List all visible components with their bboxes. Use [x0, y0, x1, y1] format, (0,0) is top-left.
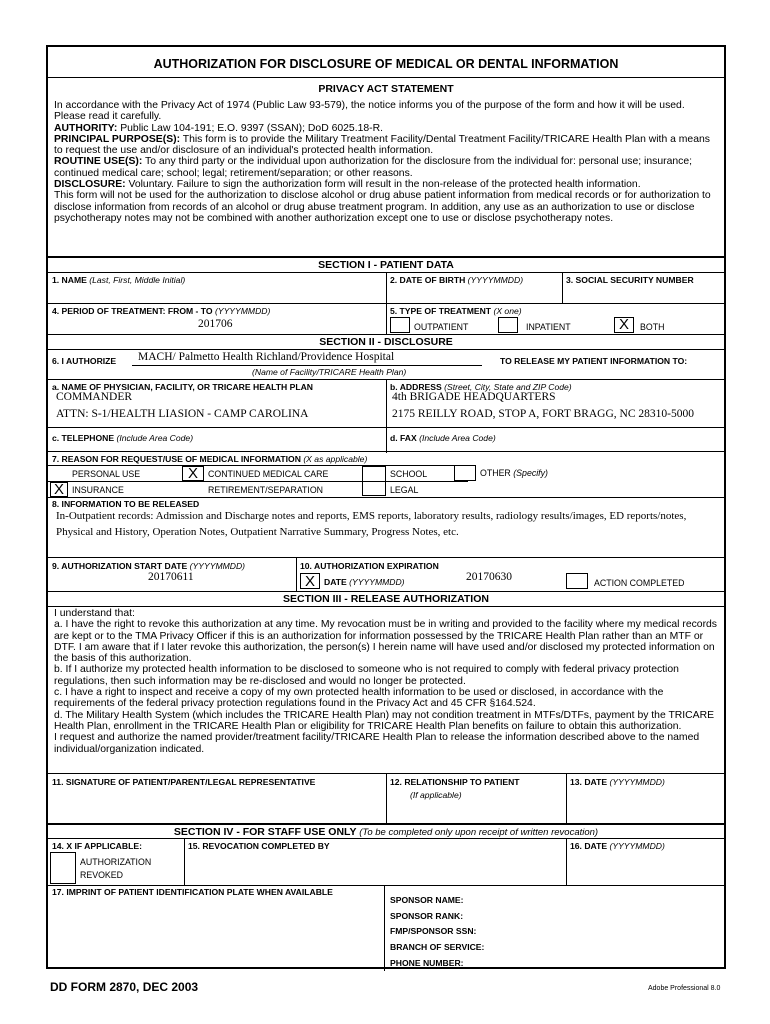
section4-heading: SECTION IV - FOR STAFF USE ONLY (To be completed only upon receipt of written revocation) — [173, 826, 599, 838]
relationship-label: 12. RELATIONSHIP TO PATIENT — [390, 777, 520, 787]
section3-heading: SECTION III - RELEASE AUTHORIZATION — [283, 593, 489, 605]
phone-number-label: PHONE NUMBER: — [390, 958, 464, 968]
privacy-act-heading: PRIVACY ACT STATEMENT — [318, 83, 454, 95]
item-a: a. I have the right to revoke this authorization at any time. My revocation must be in writing and provided to the facility where my medical records are kept or to the TMA Privacy Officer if this is an authorization for information possessed by the TRICARE Health Plan rather than an MTF or DTF. I am aware that if I later revoke this authorization, the person(s) I herein name will have used and/or disclosed my protected information on the basis of this authorization. — [54, 619, 718, 665]
software-version: Adobe Professional 8.0 — [648, 985, 721, 992]
branch-label: BRANCH OF SERVICE: — [390, 942, 485, 952]
address-label: b. ADDRESS (Street, City, State and ZIP Code) — [390, 382, 572, 392]
start-date-label: 9. AUTHORIZATION START DATE (YYYYMMDD) — [52, 561, 246, 571]
authorize-value[interactable]: MACH/ Palmetto Health Richland/Providence Hospital — [138, 351, 395, 363]
sponsor-rank-label: SPONSOR RANK: — [390, 911, 464, 921]
reason-insurance-mark: X — [53, 481, 64, 498]
revocation-completed-label: 15. REVOCATION COMPLETED BY — [188, 841, 330, 851]
revoked-line2: REVOKED — [80, 870, 124, 880]
disclosure-label: DISCLOSURE: — [54, 179, 126, 191]
relationship-hint: (If applicable) — [410, 790, 462, 800]
info-released-label: 8. INFORMATION TO BE RELEASED — [52, 499, 200, 509]
authorize-label: 6. I AUTHORIZE — [52, 356, 117, 366]
reason-other-label: OTHER (Specify) — [480, 468, 548, 478]
authority-text: Public Law 104-191; E.O. 9397 (SSAN); DoD 6025.18-R. — [120, 122, 383, 134]
section1-heading: SECTION I - PATIENT DATA — [318, 259, 454, 271]
ssn-label: 3. SOCIAL SECURITY NUMBER — [566, 275, 694, 285]
signature-label: 11. SIGNATURE OF PATIENT/PARENT/LEGAL REPRESENTATIVE — [52, 777, 316, 787]
divider — [48, 77, 724, 78]
privacy-act-statement — [54, 100, 718, 224]
sponsor-name-label: SPONSOR NAME: — [390, 895, 464, 905]
reason-other-checkbox[interactable] — [454, 465, 476, 481]
section2-heading: SECTION II - DISCLOSURE — [319, 336, 453, 348]
expiration-date-value[interactable]: 20170630 — [466, 571, 512, 583]
request-text: I request and authorize the named provider/treatment facility/TRICARE Health Plan to release the information described above to the named individual/organization indicated. — [54, 732, 700, 755]
start-date-value[interactable]: 20170611 — [148, 571, 194, 583]
dob-label: 2. DATE OF BIRTH (YYYYMMDD) — [390, 275, 524, 285]
period-label: 4. PERIOD OF TREATMENT: FROM - TO (YYYYMMDD) — [52, 306, 271, 316]
fax-label: d. FAX (Include Area Code) — [390, 433, 496, 443]
both-check-mark: X — [618, 316, 629, 333]
x-if-applicable-label: 14. X IF APPLICABLE: — [52, 841, 142, 851]
release-to-label: TO RELEASE MY PATIENT INFORMATION TO: — [500, 356, 688, 366]
date-16-label: 16. DATE (YYYYMMDD) — [570, 841, 665, 851]
privacy-notice: This form will not be used for the authorization to disclose alcohol or drug abuse patient information from medical records or for authorization to disclose information from records of an alcohol or drug abuse treatment program. In addition, any use as an authorization to use or disclose psychotherapy notes may not be combined with another authorization except one to use or disclose psychotherapy notes. — [54, 190, 711, 224]
expiration-label: 10. AUTHORIZATION EXPIRATION — [300, 561, 439, 571]
reason-retirement-label: RETIREMENT/SEPARATION — [208, 485, 324, 495]
item-c: c. I have a right to inspect and receive a copy of my own protected health information to be used or disclosed, in accordance with the requirements of the federal privacy protection regulations found in the Privacy Act and 45 CFR §164.524. — [54, 687, 664, 710]
expiration-date-label: DATE (YYYYMMDD) — [324, 577, 405, 587]
purpose-label: PRINCIPAL PURPOSE(S): — [54, 133, 181, 145]
authority-label: AUTHORITY: — [54, 122, 118, 134]
telephone-label: c. TELEPHONE (Include Area Code) — [52, 433, 194, 443]
action-completed-checkbox[interactable] — [566, 573, 588, 589]
address-line2[interactable]: 2175 REILLY ROAD, STOP A, FORT BRAGG, NC 28310-5000 — [392, 408, 694, 420]
authorization-form — [46, 45, 726, 969]
understand-text: I understand that: — [54, 608, 135, 619]
info-released-line2[interactable]: Physical and History, Operation Notes, Outpatient Narrative Summary, Progress Notes, etc. — [56, 526, 459, 538]
privacy-intro: In accordance with the Privacy Act of 1974 (Public Law 93-579), the notice informs you of the purpose of the form and how it will be used. Please read it carefully. — [54, 100, 685, 123]
treatment-type-label: 5. TYPE OF TREATMENT (X one) — [390, 306, 522, 316]
both-label: BOTH — [640, 322, 665, 332]
outpatient-checkbox[interactable] — [390, 317, 410, 333]
release-authorization-text — [54, 608, 718, 755]
routine-label: ROUTINE USE(S): — [54, 156, 143, 168]
reason-continued-label: CONTINUED MEDICAL CARE — [208, 469, 329, 479]
item-b: b. If I authorize my protected health information to be disclosed to someone who is not required to comply with federal privacy protection regulations, then such information may be re-disclosed and would no longer be protected. — [54, 664, 679, 687]
form-number: DD FORM 2870, DEC 2003 — [50, 980, 199, 994]
purpose-text: This form is to provide the Military Treatment Facility/Dental Treatment Facility/TRICARE Health Plan with a means to request the use and/or disclosure of an individual's protected health information. — [54, 133, 710, 157]
date-13-label: 13. DATE (YYYYMMDD) — [570, 777, 665, 787]
address-line1[interactable]: 4th BRIGADE HEADQUARTERS — [392, 391, 556, 403]
inpatient-label: INPATIENT — [526, 322, 571, 332]
action-completed-label: ACTION COMPLETED — [594, 578, 685, 588]
expiration-date-mark: X — [304, 573, 315, 590]
reason-legal-label: LEGAL — [390, 485, 419, 495]
info-released-line1[interactable]: In-Outpatient records: Admission and Discharge notes and reports, EMS reports, laboratory results, radiology results/images, ED reports/notes, — [56, 510, 687, 522]
reason-insurance-label: INSURANCE — [72, 485, 124, 495]
imprint-label: 17. IMPRINT OF PATIENT IDENTIFICATION PLATE WHEN AVAILABLE — [52, 887, 333, 897]
reason-school-label: SCHOOL — [390, 469, 428, 479]
routine-text: To any third party or the individual upon authorization for the disclosure from the individual for: personal use; insurance; continued medical care; school; legal; retirement/separation; or other reasons. — [54, 156, 692, 179]
recipient-name-line1[interactable]: COMMANDER — [56, 391, 133, 403]
fmp-ssn-label: FMP/SPONSOR SSN: — [390, 926, 477, 936]
reason-continued-mark: X — [187, 465, 198, 482]
revoked-line1: AUTHORIZATION — [80, 857, 152, 867]
form-title: AUTHORIZATION FOR DISCLOSURE OF MEDICAL OR DENTAL INFORMATION — [153, 57, 619, 71]
name-label: 1. NAME (Last, First, Middle Initial) — [52, 275, 186, 285]
reason-label: 7. REASON FOR REQUEST/USE OF MEDICAL INFORMATION (X as applicable) — [52, 454, 368, 464]
recipient-name-line2[interactable]: ATTN: S-1/HEALTH LIASION - CAMP CAROLINA — [56, 408, 309, 420]
inpatient-checkbox[interactable] — [498, 317, 518, 333]
disclosure-text: Voluntary. Failure to sign the authorization form will result in the non-release of the protected health information. — [128, 179, 641, 191]
recipient-name-label: a. NAME OF PHYSICIAN, FACILITY, OR TRICARE HEALTH PLAN — [52, 382, 314, 392]
reason-personal-label: PERSONAL USE — [72, 469, 141, 479]
facility-hint: (Name of Facility/TRICARE Health Plan) — [252, 367, 407, 377]
period-value[interactable]: 201706 — [198, 318, 233, 330]
revoked-checkbox[interactable] — [50, 852, 76, 884]
item-d: d. The Military Health System (which includes the TRICARE Health Plan) may not condition treatment in MTFs/DTFs, payment by the TRICARE Health Plan, enrollment in the TRICARE Health Plan or eligibility for TRICARE Health Plan benefits on failure to obtain this authorization. — [54, 709, 715, 732]
outpatient-label: OUTPATIENT — [414, 322, 469, 332]
